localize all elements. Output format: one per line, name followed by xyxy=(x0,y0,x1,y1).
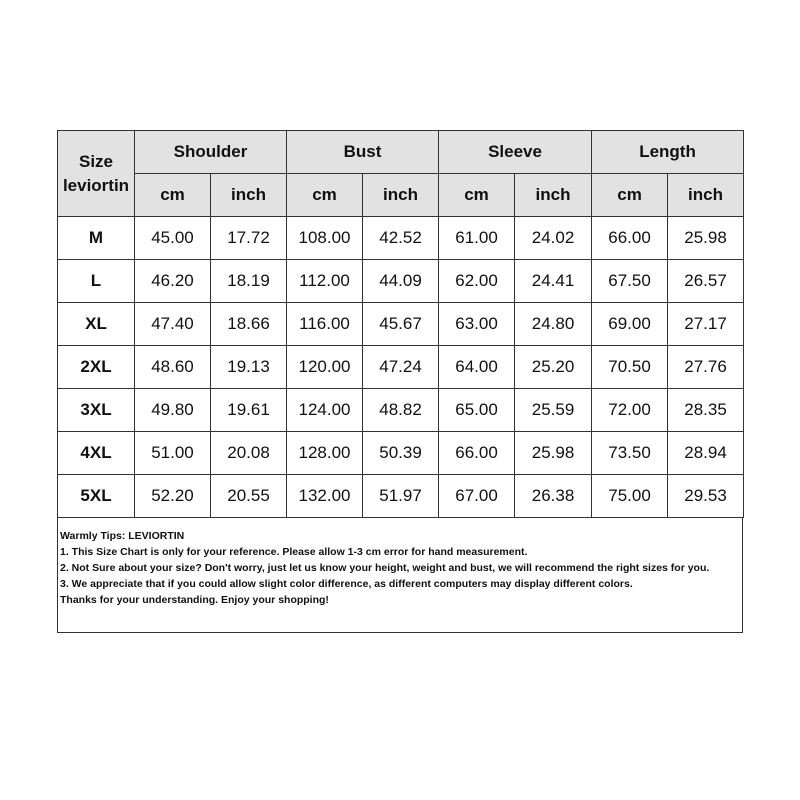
table-row xyxy=(58,346,744,389)
size-header-line2: leviortin xyxy=(62,175,130,195)
measurement-cell: 51.00 xyxy=(135,432,211,475)
measurement-cell: 128.00 xyxy=(287,432,363,475)
measurement-cell: 47.24 xyxy=(363,346,439,389)
size-cell: 5XL xyxy=(58,475,135,518)
size-chart xyxy=(57,130,743,633)
size-cell: 3XL xyxy=(58,389,135,432)
measurement-cell: 132.00 xyxy=(287,475,363,518)
measurement-cell: 120.00 xyxy=(287,346,363,389)
size-cell: 4XL xyxy=(58,432,135,475)
measurement-cell: 26.57 xyxy=(668,260,744,303)
group-header-sleeve: Sleeve xyxy=(439,131,592,174)
measurement-cell: 67.50 xyxy=(592,260,668,303)
measurement-cell: 75.00 xyxy=(592,475,668,518)
notes-closing: Thanks for your understanding. Enjoy your shopping! xyxy=(60,594,329,606)
measurement-cell: 18.66 xyxy=(211,303,287,346)
measurement-cell: 73.50 xyxy=(592,432,668,475)
measurement-cell: 72.00 xyxy=(592,389,668,432)
measurement-cell: 48.82 xyxy=(363,389,439,432)
measurement-cell: 66.00 xyxy=(592,217,668,260)
measurement-cell: 61.00 xyxy=(439,217,515,260)
unit-header: cm xyxy=(135,174,211,217)
measurement-cell: 67.00 xyxy=(439,475,515,518)
table-row xyxy=(58,389,744,432)
measurement-cell: 112.00 xyxy=(287,260,363,303)
measurement-cell: 108.00 xyxy=(287,217,363,260)
measurement-cell: 50.39 xyxy=(363,432,439,475)
measurement-cell: 25.59 xyxy=(515,389,592,432)
note-line: 1. This Size Chart is only for your reference. Please allow 1-3 cm error for hand measurement. xyxy=(60,546,528,558)
measurement-cell: 24.02 xyxy=(515,217,592,260)
measurement-cell: 52.20 xyxy=(135,475,211,518)
unit-header: cm xyxy=(287,174,363,217)
table-row xyxy=(58,303,744,346)
measurement-cell: 65.00 xyxy=(439,389,515,432)
measurement-cell: 63.00 xyxy=(439,303,515,346)
size-table xyxy=(57,130,744,518)
measurement-cell: 49.80 xyxy=(135,389,211,432)
measurement-cell: 26.38 xyxy=(515,475,592,518)
measurement-cell: 19.61 xyxy=(211,389,287,432)
size-header-line1: Size xyxy=(78,151,114,171)
group-header-length: Length xyxy=(592,131,744,174)
measurement-cell: 45.67 xyxy=(363,303,439,346)
measurement-cell: 17.72 xyxy=(211,217,287,260)
measurement-cell: 44.09 xyxy=(363,260,439,303)
measurement-cell: 116.00 xyxy=(287,303,363,346)
notes-title: Warmly Tips: LEVIORTIN xyxy=(60,530,185,542)
warm-tips-notes xyxy=(57,518,743,633)
measurement-cell: 25.20 xyxy=(515,346,592,389)
measurement-cell: 28.35 xyxy=(668,389,744,432)
note-line: 3. We appreciate that if you could allow slight color difference, as different computers may display different colors. xyxy=(60,578,633,590)
measurement-cell: 20.08 xyxy=(211,432,287,475)
measurement-cell: 62.00 xyxy=(439,260,515,303)
size-cell: 2XL xyxy=(58,346,135,389)
measurement-cell: 47.40 xyxy=(135,303,211,346)
measurement-cell: 42.52 xyxy=(363,217,439,260)
unit-header: inch xyxy=(363,174,439,217)
measurement-cell: 24.41 xyxy=(515,260,592,303)
size-cell: M xyxy=(58,217,135,260)
measurement-cell: 19.13 xyxy=(211,346,287,389)
measurement-cell: 69.00 xyxy=(592,303,668,346)
measurement-cell: 64.00 xyxy=(439,346,515,389)
size-cell: L xyxy=(58,260,135,303)
measurement-cell: 25.98 xyxy=(515,432,592,475)
unit-header: cm xyxy=(592,174,668,217)
note-line: 2. Not Sure about your size? Don't worry, just let us know your height, weight and bust, we will recommend the right sizes for you. xyxy=(60,562,710,574)
size-cell: XL xyxy=(58,303,135,346)
table-body xyxy=(58,217,744,518)
table-row xyxy=(58,217,744,260)
group-header-bust: Bust xyxy=(287,131,439,174)
measurement-cell: 27.17 xyxy=(668,303,744,346)
measurement-cell: 124.00 xyxy=(287,389,363,432)
measurement-cell: 24.80 xyxy=(515,303,592,346)
measurement-cell: 20.55 xyxy=(211,475,287,518)
table-row xyxy=(58,475,744,518)
unit-header: cm xyxy=(439,174,515,217)
measurement-cell: 66.00 xyxy=(439,432,515,475)
unit-header: inch xyxy=(211,174,287,217)
measurement-cell: 29.53 xyxy=(668,475,744,518)
table-row xyxy=(58,432,744,475)
size-column-header xyxy=(58,131,135,217)
measurement-cell: 25.98 xyxy=(668,217,744,260)
measurement-cell: 48.60 xyxy=(135,346,211,389)
group-header-shoulder: Shoulder xyxy=(135,131,287,174)
table-header xyxy=(58,131,744,217)
table-row xyxy=(58,260,744,303)
measurement-cell: 51.97 xyxy=(363,475,439,518)
measurement-cell: 45.00 xyxy=(135,217,211,260)
measurement-cell: 27.76 xyxy=(668,346,744,389)
unit-header: inch xyxy=(515,174,592,217)
measurement-cell: 18.19 xyxy=(211,260,287,303)
measurement-cell: 70.50 xyxy=(592,346,668,389)
measurement-cell: 28.94 xyxy=(668,432,744,475)
unit-header: inch xyxy=(668,174,744,217)
measurement-cell: 46.20 xyxy=(135,260,211,303)
